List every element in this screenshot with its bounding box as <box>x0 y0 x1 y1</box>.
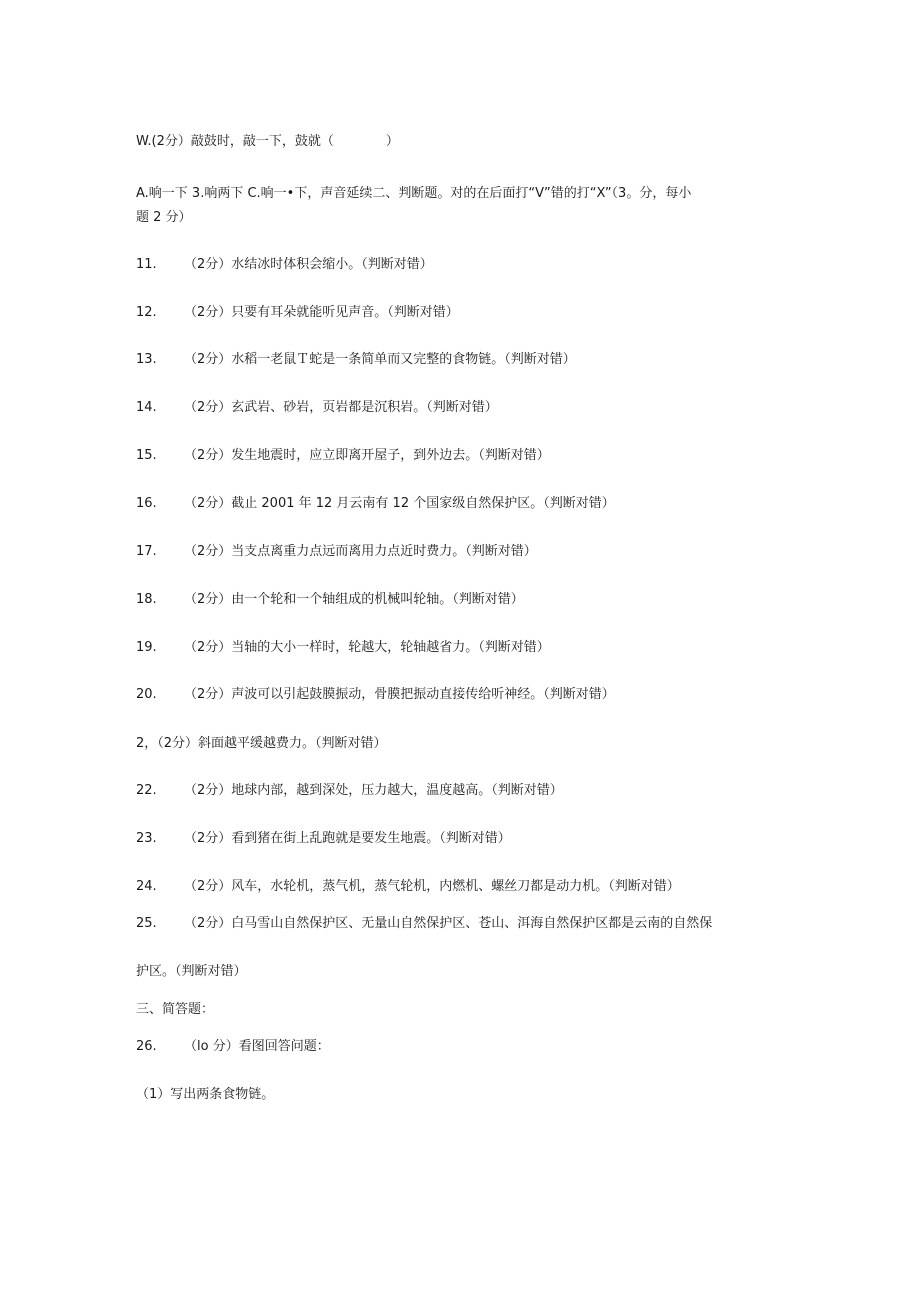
question-number: 17. <box>136 544 157 559</box>
question-text: （2分）声波可以引起鼓膜振动，骨膜把振动直接传给听神经。（判断对错） <box>184 687 615 702</box>
question-number: 2， <box>136 736 158 751</box>
question-25 <box>136 914 712 934</box>
question-number: 14. <box>136 400 157 415</box>
question-17 <box>136 542 537 562</box>
question-number: 16. <box>136 496 157 511</box>
question-25-continued: 护区。（判断对错） <box>136 964 247 979</box>
question-22 <box>136 781 563 801</box>
question-text: （2分）白马雪山自然保护区、无量山自然保护区、苍山、洱海自然保护区都是云南的自然保 <box>184 916 713 931</box>
question-text: （2分）看到猪在街上乱跑就是要发生地震。（判断对错） <box>184 831 511 846</box>
question-24 <box>136 877 680 897</box>
question-10: W.(2分）敲鼓时，敲一下，鼓就（ ） <box>136 134 399 149</box>
question-text: （lo 分）看图回答问题： <box>184 1039 330 1054</box>
question-12 <box>136 303 459 323</box>
question-10-options-and-section-2-header: A.响一下 3.响两下 C.响一•下，声音延续二、判断题。对的在后面打“V”错的打“X”（3。分，每小 <box>136 186 692 201</box>
question-number: 25. <box>136 916 157 931</box>
question-text: （2分）地球内部，越到深处，压力越大，温度越高。（判断对错） <box>184 783 563 798</box>
question-text: （2分）风车，水轮机，蒸气机，蒸气轮机，内燃机、螺丝刀都是动力机。（判断对错） <box>184 879 680 894</box>
question-18 <box>136 590 524 610</box>
question-text: （2分）截止 2001 年 12 月云南有 12 个国家级自然保护区。（判断对错） <box>184 496 615 511</box>
question-26-subquestion-1: （1）写出两条食物链。 <box>136 1087 275 1102</box>
question-text: （2分）只要有耳朵就能听见声音。（判断对错） <box>184 305 459 320</box>
question-26 <box>136 1037 330 1057</box>
question-19 <box>136 638 550 658</box>
question-23 <box>136 829 511 849</box>
question-21 <box>136 734 387 754</box>
question-text: （2分）由一个轮和一个轴组成的机械叫轮轴。（判断对错） <box>184 592 524 607</box>
question-text: （2分）玄武岩、砂岩，页岩都是沉积岩。（判断对错） <box>184 400 498 415</box>
question-text: （2分）当轴的大小一样时，轮越大，轮轴越省力。（判断对错） <box>184 640 550 655</box>
question-number: 26. <box>136 1039 157 1054</box>
question-number: 11. <box>136 257 157 272</box>
section-2-header-continued: 题 2 分） <box>136 210 192 225</box>
section-3-heading: 三、简答题： <box>136 1002 215 1017</box>
question-number: 15. <box>136 448 157 463</box>
question-text: （2分）水结冰时体积会缩小。（判断对错） <box>184 257 433 272</box>
question-number: 19. <box>136 640 157 655</box>
question-20 <box>136 685 615 705</box>
question-14 <box>136 398 498 418</box>
question-text: （2分）斜面越平缓越费力。（判断对错） <box>157 736 387 751</box>
question-text: （2分）发生地震时，应立即离开屋子，到外边去。（判断对错） <box>184 448 550 463</box>
question-number: 20. <box>136 687 157 702</box>
question-number: 23. <box>136 831 157 846</box>
question-number: 13. <box>136 352 157 367</box>
question-text: （2分）水稻一老鼠Ｔ蛇是一条简单而又完整的食物链。（判断对错） <box>184 352 576 367</box>
question-number: 18. <box>136 592 157 607</box>
question-13 <box>136 350 576 370</box>
question-number: 22. <box>136 783 157 798</box>
question-11 <box>136 255 433 275</box>
question-15 <box>136 446 550 466</box>
question-16 <box>136 494 615 514</box>
question-number: 24. <box>136 879 157 894</box>
question-number: 12. <box>136 305 157 320</box>
question-text: （2分）当支点离重力点远而离用力点近时费力。（判断对错） <box>184 544 537 559</box>
